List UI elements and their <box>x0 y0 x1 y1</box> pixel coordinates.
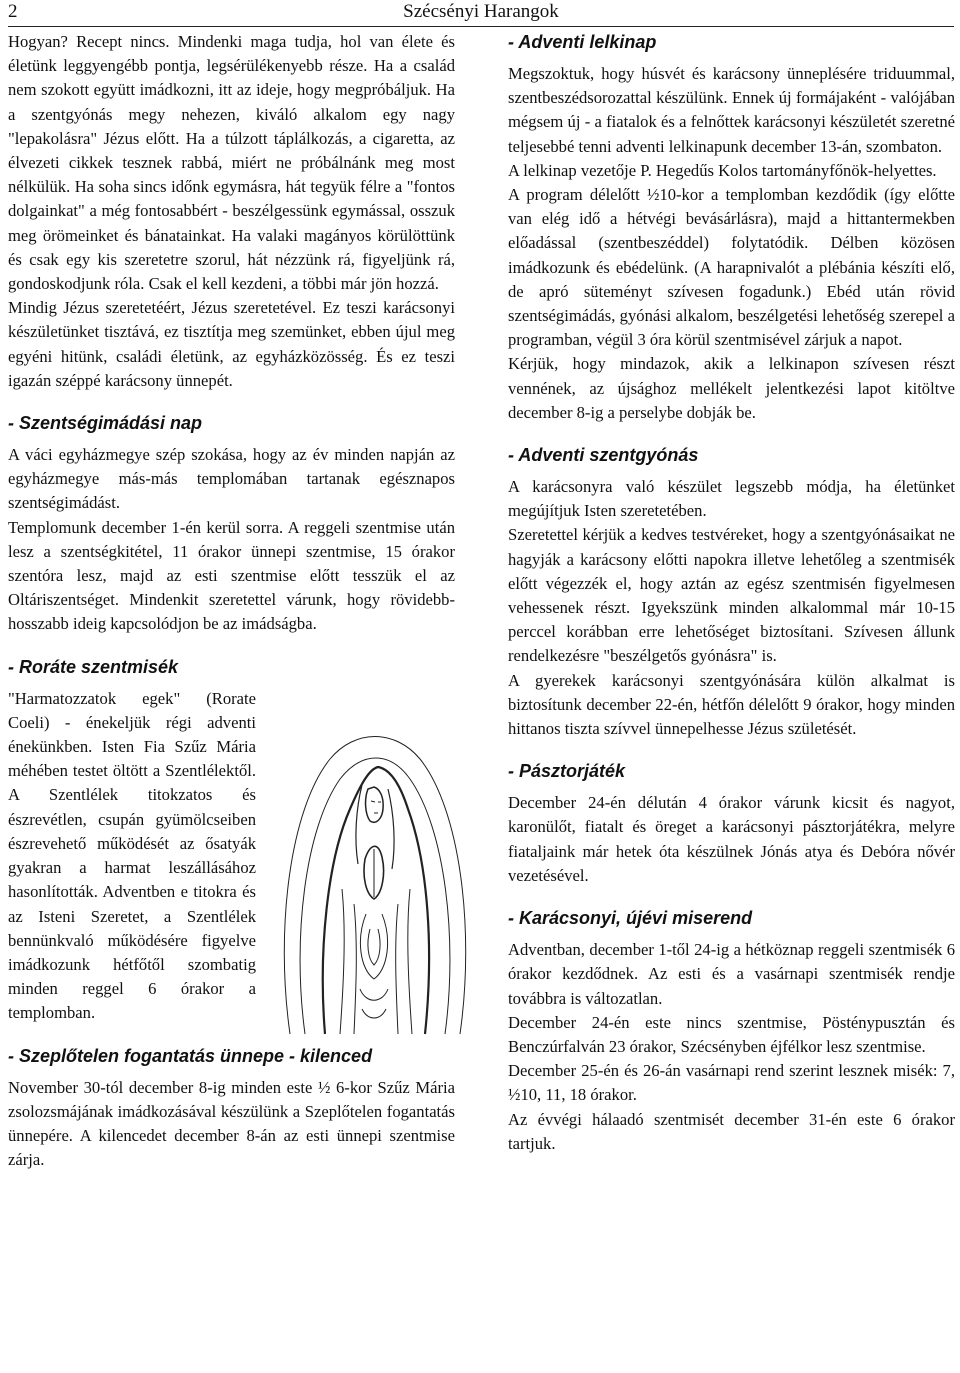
novena-heading: - Szeplőtelen fogantatás ünnepe - kilenced <box>8 1045 373 1066</box>
intro-paragraph: Mindig Jézus szeretetéért, Jézus szeretetével. Ez teszi karácsonyi készületünket tisztává, ez tisztítja meg szemünket, ebben újul meg egyéni hitünk, családi életünk, az egyházközösség. És ez teszi igazán széppé karácsony ünnepét. <box>8 298 455 390</box>
novena-paragraph: November 30-tól december 8-ig minden este ½ 6-kor Szűz Mária zsolozsmájának imádkozásával készülünk a Szeplőtelen fogantatás ünnepére. A kilencedet december 8-án az esti ünnepi szentmise zárja. <box>8 1077 455 1170</box>
rorate-heading: - Roráte szentmisék <box>8 656 179 677</box>
mass-schedule-paragraph: Az évvégi hálaadó szentmisét december 31-én este 6 órakor tartjuk. <box>508 1109 955 1153</box>
confession-paragraph: A karácsonyra való készület legszebb módja, ha életünket megújítjuk Isten szeretetében. <box>508 477 955 521</box>
virgin-mary-illustration <box>270 689 480 1039</box>
adoration-paragraph: Templomunk december 1-én kerül sorra. A reggeli szentmise után lesz a szentségkitétel, 11 órakor ünnepi szentmise, 15 órakor szentóra lesz, majd az esti szentmise előtt tesszük el az Oltáriszentséget. Mindenkit szeretettel várunk, hogy rövidebb-hosszabb ideig kapcsolódjon be az imádságba. <box>8 517 455 634</box>
retreat-paragraph: A program délelőtt ½10-kor a templomban kezdődik (így előtte van elég idő a hétvégi bevásárlásra), majd a hittantermekben előadással (szentbeszéddel) folytatódik. Délben közösen imádkozunk és ebédelünk. (A harapnivalót a plébánia készíti elő, de apró süteményt szívesen fogadunk.) Ebéd után rövid szentségimádás, gyónási alkalom, beszélgetési lehetőség szerepel a programban, végül 3 óra körül szentmisével zárjuk a napot. <box>508 185 955 350</box>
page-header <box>8 0 954 27</box>
nativity-play-heading: - Pásztorjáték <box>508 761 626 782</box>
adoration-heading: - Szentségimádási nap <box>8 413 203 434</box>
publication-title: Szécsényi Harangok <box>403 1 559 22</box>
retreat-paragraph: A lelkinap vezetője P. Hegedűs Kolos tartományfőnök-helyettes. <box>508 160 937 180</box>
retreat-paragraph: Megszoktuk, hogy húsvét és karácsony ünneplésére triduummal, szentbeszédsorozattal készülünk. Ennek új formájaként - valójában mégsem új - a fiatalok és a felnőttek karácsonyi készületét szeretné teljesebbé tenni adventi lelkinapunk december 13-án, szombaton. <box>508 64 955 156</box>
confession-paragraph: Szeretettel kérjük a kedves testvéreket, hogy a szentgyónásaikat ne hagyják a karácsony előtti napokra illetve lehetőleg a szentmisék előtt végezzék el, hogy aztán az egész szentmisén figyelmesen vehessenek részt. Igyekszünk minden alkalommal már 10-15 perccel korábban erre lehetőséget biztosítani. Szívesen állunk rendelkezésre "beszélgetős gyónásra" is. <box>508 525 955 666</box>
intro-paragraph: Hogyan? Recept nincs. Mindenki maga tudja, hol van élete és életünk leggyengébb pontja, legsérülékenyebb része. Ha a család nem szokott együtt imádkozni, itt az ideje, hogy megpróbáljuk. Ha a szentgyónás megy nehezen, kiváló alkalom egy nagy "lepakolásra" Jézus előtt. Ha a túlzott táplálkozás, a cigaretta, az élvezeti cikkek tesznek rabbá, miért ne próbálnánk meg most nélkülük. Ha soha sincs időnk egymásra, hát tegyük félre a "fontos dolgainkat" a még fontosabbért - beszélgessünk egymással, osszuk meg örömeinket és bánatainkat. Ha valaki magányos körülöttünk és csak egy kis szeretetre szorul, hát nézzünk rá, figyeljünk rá, gondoskodjunk róla. Csak el kell kezdeni, a többi már jön hozzá. <box>8 32 455 294</box>
confession-heading: - Adventi szentgyónás <box>508 445 699 466</box>
retreat-paragraph: Kérjük, hogy mindazok, akik a lelkinapon szívesen részt vennének, az újsághoz mellékelt jelentkezési lapot kitöltve december 8-ig a perselybe dobják be. <box>508 354 955 422</box>
retreat-heading: - Adventi lelkinap <box>508 32 657 52</box>
left-column <box>8 30 455 1172</box>
mass-schedule-paragraph: December 24-én este nincs szentmise, Pösténypusztán és Benczúrfalván 23 órakor, Szécsényben éjfélkor lesz szentmise. <box>508 1012 955 1056</box>
rorate-section <box>8 655 455 1026</box>
mass-schedule-heading: - Karácsonyi, újévi miserend <box>508 908 753 929</box>
nativity-play-paragraph: December 24-én délután 4 órakor várunk kicsit és nagyot, karonülőt, fiatalt és öreget a karácsonyi pásztorjátékra, melyre fiataljaink már hetek óta készülnek Jónás atya és Debóra nővér vezetésével. <box>508 793 955 885</box>
mass-schedule-paragraph: Adventban, december 1-től 24-ig a hétköznap reggeli szentmisék 6 órakor kezdődnek. Az esti és a vasárnapi szentmisék rendje továbbra is változatlan. <box>508 940 955 1008</box>
mass-schedule-paragraph: December 25-én és 26-án vasárnapi rend szerint lesznek misék: 7, ½10, 11, 18 órakor. <box>508 1061 955 1105</box>
right-column <box>508 30 955 1156</box>
adoration-paragraph: A váci egyházmegye szép szokása, hogy az év minden napján az egyházmegye más-más templomában tartanak egésznapos szentségimádást. <box>8 445 455 513</box>
rorate-paragraph: "Harmatozzatok egek" (Rorate Coeli) - énekeljük régi adventi énekünkben. Isten Fia Szűz Mária méhében testet öltött a Szentlélektől. A Szentlélek titokzatos és észrevétlen, csupán gyümölcseiben észrevehető működését az ősatyák gyakran a harmat leszállásához hasonlították. Adventben e titokra és az Isteni Szeretet, a Szentlélek bennünkvaló működésére figyelve imádkozunk hétfőtől szombatig minden reggel 6 órakor a templomban. <box>8 688 256 1023</box>
page-number: 2 <box>8 1 18 22</box>
confession-paragraph: A gyerekek karácsonyi szentgyónására külön alkalmat is biztosítunk december 22-én, hétfőn délelőtt 9 órakor, hogy minden hittanos tiszta szívvel ünnepelhesse Jézus születését. <box>508 670 955 739</box>
